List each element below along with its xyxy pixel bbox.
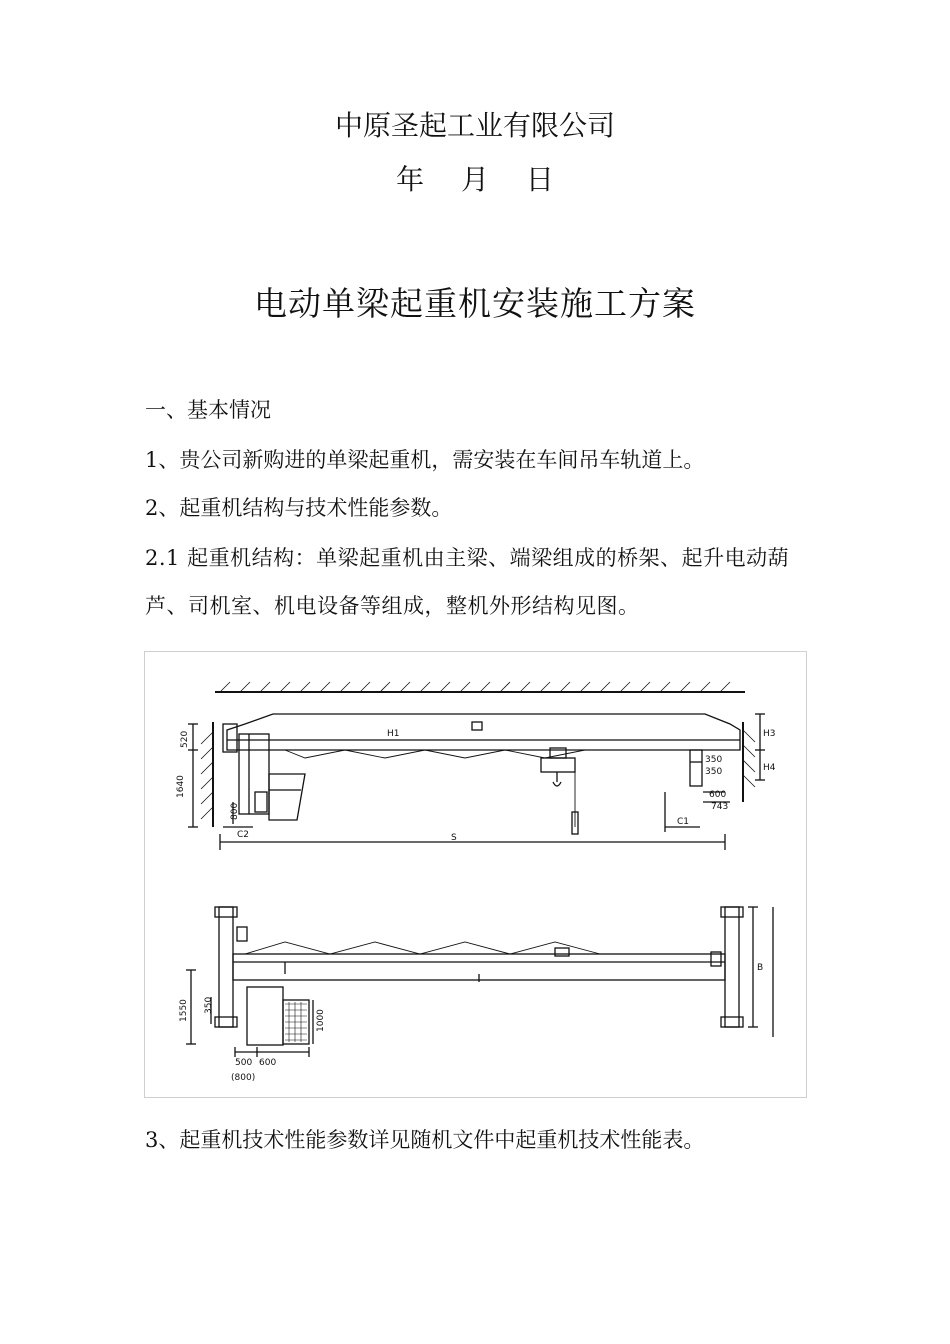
dim-1640: 1640 — [176, 775, 186, 798]
dim-c1: C1 — [677, 817, 690, 827]
dim-800-paren: (800) — [231, 1073, 256, 1083]
section-heading: 一、基本情况 — [145, 398, 271, 422]
dim-600: 600 — [259, 1058, 277, 1068]
date-day: 日 — [525, 163, 554, 196]
dim-800: 800 — [230, 802, 240, 820]
dim-s: S — [451, 833, 457, 843]
dim-500: 500 — [235, 1058, 253, 1068]
dim-743: 743 — [711, 802, 729, 812]
dim-h4: H4 — [763, 763, 776, 773]
dim-600-right: 600 — [709, 790, 727, 800]
paragraph-3: 3、起重机技术性能参数详见随机文件中起重机技术性能表。 — [145, 1128, 705, 1152]
dim-1000: 1000 — [316, 1009, 326, 1032]
dim-520: 520 — [180, 730, 190, 748]
dim-h1: H1 — [387, 729, 400, 739]
dim-b: B — [757, 963, 764, 973]
dim-350-c: 350 — [204, 996, 214, 1014]
paragraph-2: 2、起重机结构与技术性能参数。 — [145, 496, 453, 520]
dim-350-b: 350 — [705, 767, 723, 777]
paragraph-2-1: 2.1 起重机结构：单梁起重机由主梁、端梁组成的桥架、起升电动葫芦、司机室、机电设备等组成，整机外形结构见图。 — [145, 546, 790, 618]
crane-drawing — [145, 652, 806, 1097]
date-year: 年 — [396, 163, 425, 196]
dim-1550: 1550 — [179, 999, 189, 1022]
dim-c2: C2 — [237, 830, 250, 840]
crane-structure-figure — [144, 651, 807, 1098]
paragraph-1: 1、贵公司新购进的单梁起重机，需安装在车间吊车轨道上。 — [145, 448, 705, 472]
date-month: 月 — [460, 163, 489, 196]
company-name: 中原圣起工业有限公司 — [334, 109, 615, 142]
dim-h3: H3 — [763, 729, 776, 739]
date-line — [0, 158, 950, 198]
document-title: 电动单梁起重机安装施工方案 — [254, 284, 696, 323]
dim-350-a: 350 — [705, 755, 723, 765]
